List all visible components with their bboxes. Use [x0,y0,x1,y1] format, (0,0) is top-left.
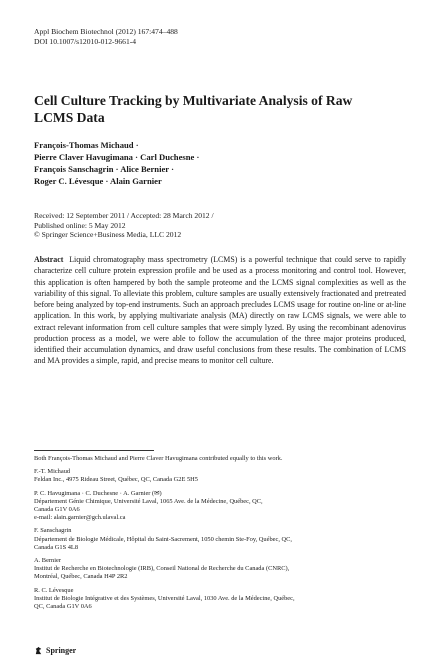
abstract [34,254,406,367]
footnote-contribution: Both François-Thomas Michaud and Pierre Claver Havugimana contributed equally to this work. [34,455,283,462]
author-line: François Sanschagrin · Alice Bernier · [34,164,174,174]
footnote-rule [34,450,154,451]
doi: DOI 10.1007/s12010-012-9661-4 [34,37,137,46]
article-title: Cell Culture Tracking by Multivariate Analysis of Raw LCMS Data [34,93,353,125]
publisher-footer [34,646,76,655]
abstract-text: Liquid chromatography mass spectrometry (LCMS) is a powerful technique that could serve to rapidly characterize cell culture protein expression profile and be used as a process monitoring and control tool. However, this application is often hampered by both the sample proteome and the LCMS signal complexities as well as the variability of this signal. To alleviate this problem, culture samples are usually extensively fractionated and pretreated before being analyzed by top-end instruments. Such an approach precludes LCMS usage for routine on-line or at-line application. In this work, by applying multivariate analysis (MA) directly on raw LCMS signals, we were able to extract relevant information from cell culture samples that were simply lyzed. By using the recombinant adenovirus production process as a model, we were able to follow the accumulation of the three major proteins produced, identified their accumulation dynamics, and draw useful conclusions from these results. The combination of LCMS and MA provides a simple, rapid, and precise means to monitor cell culture. [34,255,407,366]
author-line: François-Thomas Michaud · [34,140,139,150]
article-dates: Received: 12 September 2011 / Accepted: 28 March 2012 / Published online: 5 May 2012 © Springer Science+Business Media, LLC 2012 [34,211,214,240]
affiliation-block: P. C. Havugimana · C. Duchesne · A. Garnier (✉) Département Génie Chimique, Université Laval, 1065 Ave. de la Médecine, Québec, QC, Canada G1V 0A6 e-mail: alain.garnier@gch.ulaval.ca [34,490,414,523]
publisher-name: Springer [46,646,77,655]
author-line: Roger C. Lévesque · Alain Garnier [34,176,162,186]
springer-horse-icon [34,646,43,655]
author-line: Pierre Claver Havugimana · Carl Duchesne · [34,152,200,162]
affiliation-block: R. C. Lévesque Institut de Biologie Intégrative et des Systèmes, Université Laval, 1030 Ave. de la Médecine, Québec, QC, Canada G1V 0A6 [34,586,295,611]
affiliation-block: F.-T. Michaud Feldan Inc., 4975 Rideau Street, Québec, QC, Canada G2E 5H5 [34,468,198,484]
abstract-label: Abstract [34,255,64,264]
affiliation-block: A. Bernier Institut de Recherche en Biotechnologie (IRB), Conseil National de Recherche du Canada (CNRC), Montréal, Québec, Canada H4P 2R2 [34,557,290,581]
affiliation-block: F. Sanschagrin Département de Biologie Médicale, Hôpital du Saint-Sacrement, 1050 chemin Ste-Foy, Québec, QC, Canada G1S 4L8 [34,527,292,551]
running-header [34,27,178,47]
email-link[interactable]: e-mail: alain.garnier@gch.ulaval.ca [34,514,126,522]
author-list [34,139,199,187]
journal-citation: Appl Biochem Biotechnol (2012) 167:474–488 [34,27,178,36]
footnotes [34,455,414,616]
